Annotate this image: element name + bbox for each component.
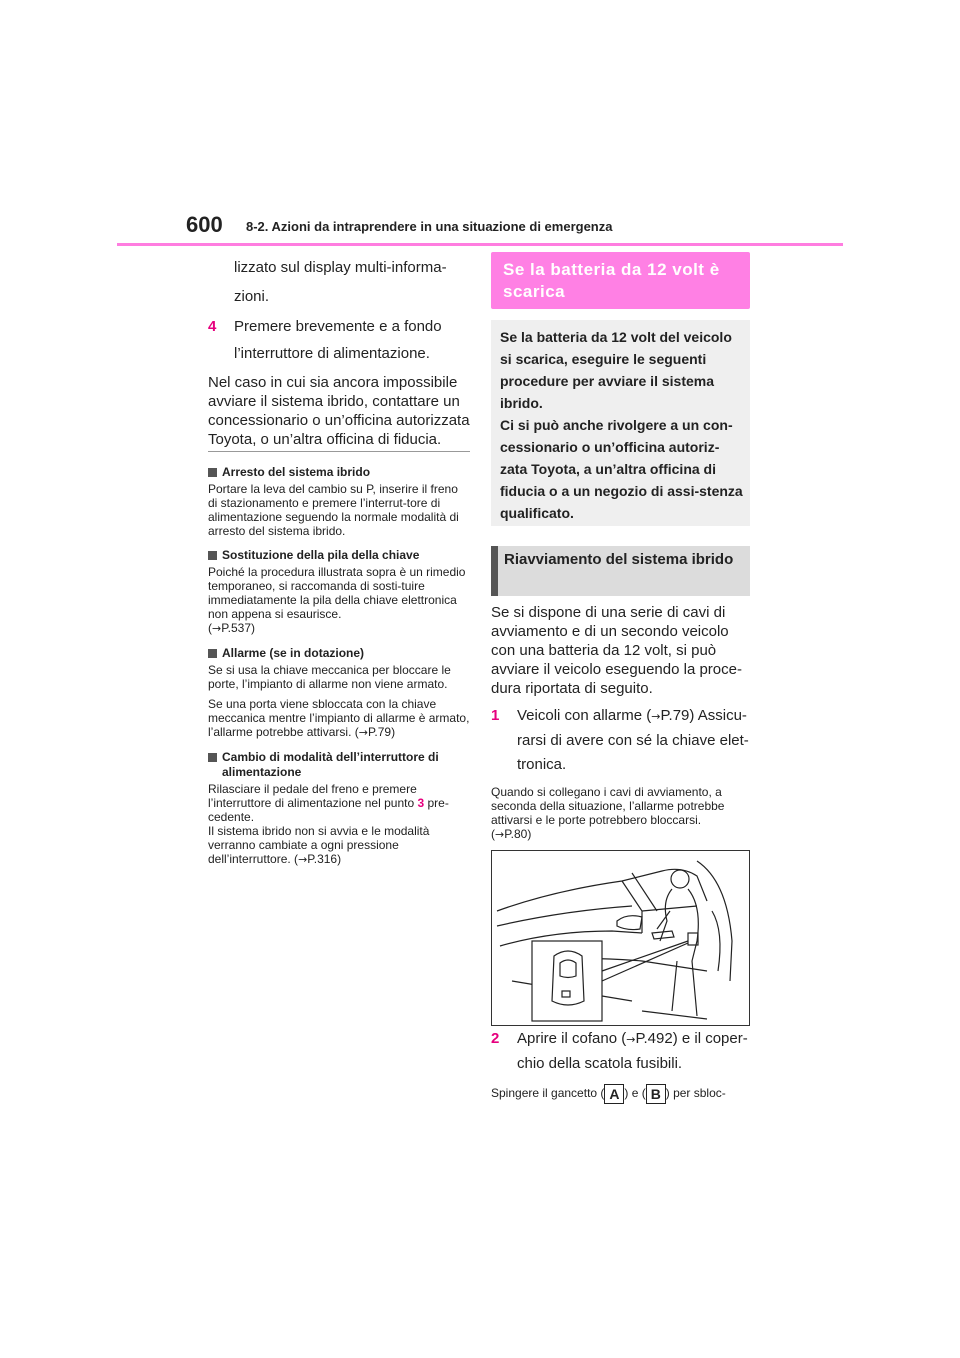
step-2-text-a: Aprire il cofano ( bbox=[517, 1030, 627, 1047]
subsection-title: Riavviamento del sistema ibrido bbox=[504, 551, 734, 568]
note-text: Portare la leva del cambio su P, inserire il freno di stazionamento e premere l’interrut-tore di alimentazione seguendo la normale modalità di arresto del sistema ibrido. bbox=[208, 482, 459, 538]
page-reference[interactable]: P.316 bbox=[307, 852, 338, 866]
subsection-heading bbox=[491, 546, 750, 596]
car-key-illustration bbox=[491, 850, 750, 1026]
notes-divider bbox=[208, 451, 470, 452]
left-column bbox=[208, 252, 470, 449]
step-1-text: Veicoli con allarme ( bbox=[517, 707, 652, 724]
arrow-icon: → bbox=[495, 828, 505, 841]
intro-line-1: lizzato sul display multi-informa- bbox=[234, 259, 447, 276]
note-text: Se si usa la chiave meccanica per bloccare le porte, l’impianto di allarme non viene armato. bbox=[208, 663, 451, 691]
note-title: Arresto del sistema ibrido bbox=[208, 465, 470, 480]
summary-box bbox=[491, 320, 750, 526]
step-number: 4 bbox=[208, 318, 217, 335]
right-paragraph: Se si dispone di una serie di cavi di avviamento e di un secondo veicolo con una batteria da 12 volt, si può avviare il veicolo eseguendo la proce-dura riportata di seguito. bbox=[491, 604, 742, 697]
right-column bbox=[491, 603, 753, 842]
page-number: 600 bbox=[186, 212, 223, 237]
small-note: Quando si collegano i cavi di avviamento, a seconda della situazione, l’allarme potrebbe attivarsi e le porte potrebbero bloccarsi. (→P.80) bbox=[491, 785, 725, 841]
illustration-svg bbox=[492, 851, 749, 1025]
summary-text-1: Se la batteria da 12 volt del veicolo si scarica, eseguire le seguenti procedure per avviare il sistema ibrido. bbox=[500, 329, 732, 411]
arrow-icon: → bbox=[298, 853, 308, 866]
section-banner bbox=[491, 252, 750, 309]
note-text: Poiché la procedura illustrata sopra è un rimedio temporaneo, si raccomanda di sosti-tuire immediatamente la pila della chiave elettronica non appena si esaurisce. (→P.537) bbox=[208, 565, 466, 635]
arrow-icon: → bbox=[212, 622, 222, 635]
bottom-text: Spingere il gancetto ( bbox=[491, 1086, 605, 1100]
heading-accent-bar bbox=[491, 546, 498, 596]
step-1-text-cont: ) Assicu-rarsi di avere con sé la chiave elet-tronica. bbox=[517, 707, 749, 773]
step-4-line-1: Premere brevemente e a fondo bbox=[234, 318, 442, 335]
note-text-body: Rilasciare il pedale del freno e premere l’interruttore di alimentazione nel punto bbox=[208, 782, 417, 810]
step-reference: 3 bbox=[417, 796, 425, 810]
note-title: Sostituzione della pila della chiave bbox=[208, 548, 470, 563]
summary-text bbox=[500, 326, 745, 524]
arrow-icon: → bbox=[358, 726, 368, 739]
arrow-icon: → bbox=[626, 1033, 636, 1046]
page-reference[interactable]: P.492 bbox=[635, 1030, 673, 1047]
step-2-text bbox=[491, 1027, 753, 1076]
page-reference[interactable]: P.79 bbox=[367, 725, 392, 739]
bottom-text: ) per sbloc- bbox=[665, 1086, 726, 1100]
intro-line-2: zioni. bbox=[234, 288, 270, 305]
banner-title: Se la batteria da 12 volt è scarica bbox=[503, 260, 720, 301]
step-number: 2 bbox=[491, 1030, 500, 1047]
note-text-body: Poiché la procedura illustrata sopra è un rimedio temporaneo, si raccomanda di sosti-tuire immediatamente la pila della chiave elettronica non appena si esaurisce. bbox=[208, 565, 466, 621]
summary-text-2: Ci si può anche rivolgere a un con-cessionario o un’officina autoriz-zata Toyota, a un’altra officina di fiducia o a un negozio di assi-stenza qualificato. bbox=[500, 417, 743, 521]
page-reference[interactable]: P.80 bbox=[504, 827, 528, 841]
note-title: Allarme (se in dotazione) bbox=[208, 646, 470, 661]
small-note-text: Quando si collegano i cavi di avviamento, a seconda della situazione, l’allarme potrebbe attivarsi e le porte potrebbero bloccarsi. bbox=[491, 785, 725, 827]
note-text: Se una porta viene sbloccata con la chiave meccanica mentre l’impianto di allarme è armato, l’allarme potrebbe attivarsi. (→P.79) bbox=[208, 697, 470, 739]
step-4 bbox=[208, 315, 470, 366]
bottom-instruction bbox=[491, 1082, 761, 1104]
section-header: 8-2. Azioni da intraprendere in una situazione di emergenza bbox=[246, 219, 613, 234]
label-badge-a: A bbox=[604, 1084, 624, 1104]
arrow-icon: → bbox=[651, 710, 661, 723]
step-2-text-b: ) e il coper-chio della scatola fusibili. bbox=[517, 1030, 748, 1072]
step-number: 1 bbox=[491, 707, 500, 724]
step-1 bbox=[491, 704, 753, 777]
notes-section bbox=[208, 457, 470, 867]
label-badge-b: B bbox=[646, 1084, 666, 1104]
note-text-body: pre-cedente. bbox=[208, 796, 449, 824]
left-paragraph: Nel caso in cui sia ancora impossibile avviare il sistema ibrido, contattare un concessionario o un’officina autorizzata Toyota, o un’altra officina di fiducia. bbox=[208, 374, 470, 448]
page-reference[interactable]: P.79 bbox=[660, 707, 690, 724]
note-text: Rilasciare il pedale del freno e premere l’interruttore di alimentazione nel punto 3 pre-cedente. Il sistema ibrido non si avvia e le modalità verranno cambiate a ogni pressione dell’interruttore. (→P.316) bbox=[208, 782, 449, 866]
note-text-body: Il sistema ibrido non si avvia e le modalità verranno cambiate a ogni pressione dell’interruttore. bbox=[208, 824, 430, 866]
page-reference[interactable]: P.537 bbox=[221, 621, 252, 635]
note-text-body: Se una porta viene sbloccata con la chiave meccanica mentre l’impianto di allarme è armato, l’allarme potrebbe attivarsi. bbox=[208, 697, 470, 739]
step-2 bbox=[491, 1027, 753, 1076]
header-divider bbox=[117, 243, 843, 246]
bottom-text: ) e ( bbox=[624, 1086, 646, 1100]
step-4-line-2: l’interruttore di alimentazione. bbox=[234, 345, 430, 362]
note-title: Cambio di modalità dell’interruttore di alimentazione bbox=[208, 750, 470, 780]
